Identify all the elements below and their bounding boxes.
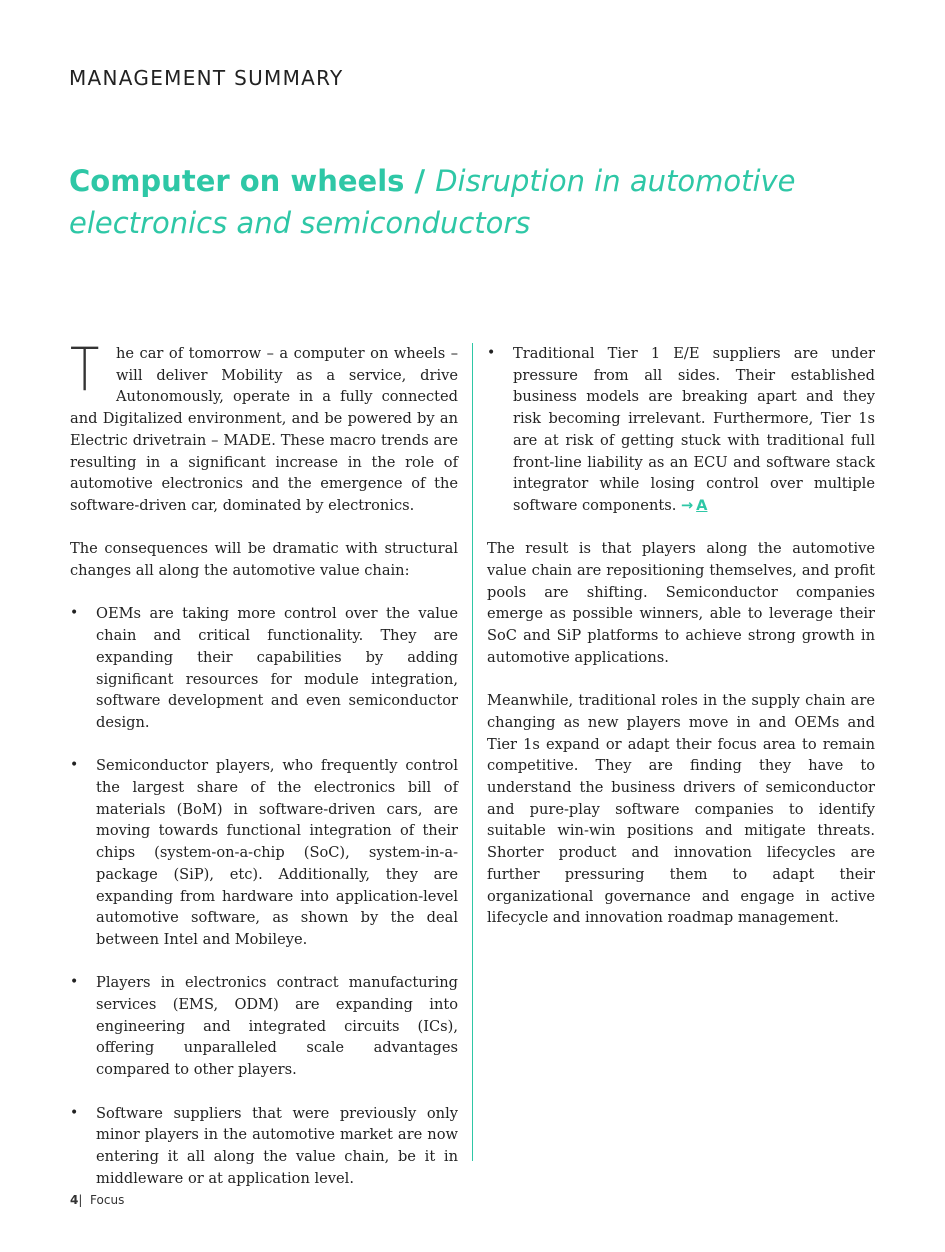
list-item <box>70 1103 458 1190</box>
list-item-text: Software suppliers that were previously only minor players in the automotive market are now entering it all along the value chain, be it in middleware or at application level. <box>96 1104 458 1187</box>
drop-cap: T <box>70 335 100 405</box>
arrow-right-icon: → <box>680 496 694 514</box>
headline-separator: / <box>404 164 436 198</box>
reference-link[interactable] <box>681 497 707 514</box>
list-item-text: OEMs are taking more control over the value chain and critical functionality. They are expanding their capabilities by adding significant resources for module integration, software development and even semiconductor design. <box>96 605 458 731</box>
list-item <box>487 343 875 517</box>
bullet-icon: • <box>70 1104 79 1121</box>
section-label: MANAGEMENT SUMMARY <box>69 66 344 90</box>
right-column <box>487 343 875 951</box>
list-item-text: Players in electronics contract manufacturing services (EMS, ODM) are expanding into engineering and integrated circuits (ICs), offering unparalleled scale advantages compared to other players. <box>96 974 458 1079</box>
headline <box>69 160 829 244</box>
bullet-list <box>487 343 875 517</box>
intro-text: he car of tomorrow – a computer on wheels – will deliver Mobility as a service, drive Autonomously, operate in a fully connected and Digitalized environment, and be powered by an Electric drivetrain – MADE. These macro trends are resulting in a significant increase in the role of automotive electronics and the emergence of the software-driven car, dominated by electronics. <box>70 345 458 514</box>
footer <box>70 1193 124 1207</box>
left-column <box>70 335 458 1211</box>
bullet-icon: • <box>70 757 79 774</box>
publication-name: Focus <box>90 1193 125 1207</box>
list-item <box>70 603 458 733</box>
reference-letter: A <box>696 496 708 514</box>
list-item-text: Traditional Tier 1 E/E suppliers are under pressure from all sides. Their established business models are breaking apart and they risk becoming irrelevant. Furthermore, Tier 1s are at risk of getting stuck with traditional full front-line liability as an ECU and software stack integrator while losing control over multiple software components. <box>513 345 875 514</box>
result-paragraph: The result is that players along the automotive value chain are repositioning themselves, and profit pools are shifting. Semiconductor companies emerge as possible winners, able to leverage their SoC and SiP platforms to achieve strong growth in automotive applications. <box>487 540 875 666</box>
headline-title: Computer on wheels <box>69 164 405 198</box>
bullet-icon: • <box>70 974 79 991</box>
bullet-icon: • <box>70 605 79 622</box>
bullet-icon: • <box>487 345 496 361</box>
intro-paragraph <box>70 335 458 517</box>
list-item <box>70 972 458 1081</box>
page-number: 4 <box>70 1193 79 1207</box>
meanwhile-paragraph: Meanwhile, traditional roles in the supply chain are changing as new players move in and OEMs and Tier 1s expand or adapt their focus area to remain competitive. They are finding they have to understand the business drivers of semiconductor and pure-play software companies to identify suitable win-win positions and mitigate threats. Shorter product and innovation lifecycles are further pressuring them to adapt their organizational governance and engage in active lifecycle and innovation roadmap management. <box>487 692 875 927</box>
list-item <box>70 755 458 950</box>
list-item-text: Semiconductor players, who frequently control the largest share of the electronics bill of materials (BoM) in software-driven cars, are moving towards functional integration of their chips (system-on-a-chip (SoC), system-in-a-package (SiP), etc). Additionally, they are expanding from hardware into application-level automotive software, as shown by the deal between Intel and Mobileye. <box>96 757 458 948</box>
footer-separator: | <box>78 1193 83 1207</box>
column-divider <box>472 343 473 1161</box>
consequences-paragraph: The consequences will be dramatic with structural changes all along the automotive value chain: <box>70 540 458 580</box>
headline-subtitle: Disruption in automotive electronics and semiconductors <box>69 164 796 240</box>
bullet-list <box>70 603 458 1189</box>
